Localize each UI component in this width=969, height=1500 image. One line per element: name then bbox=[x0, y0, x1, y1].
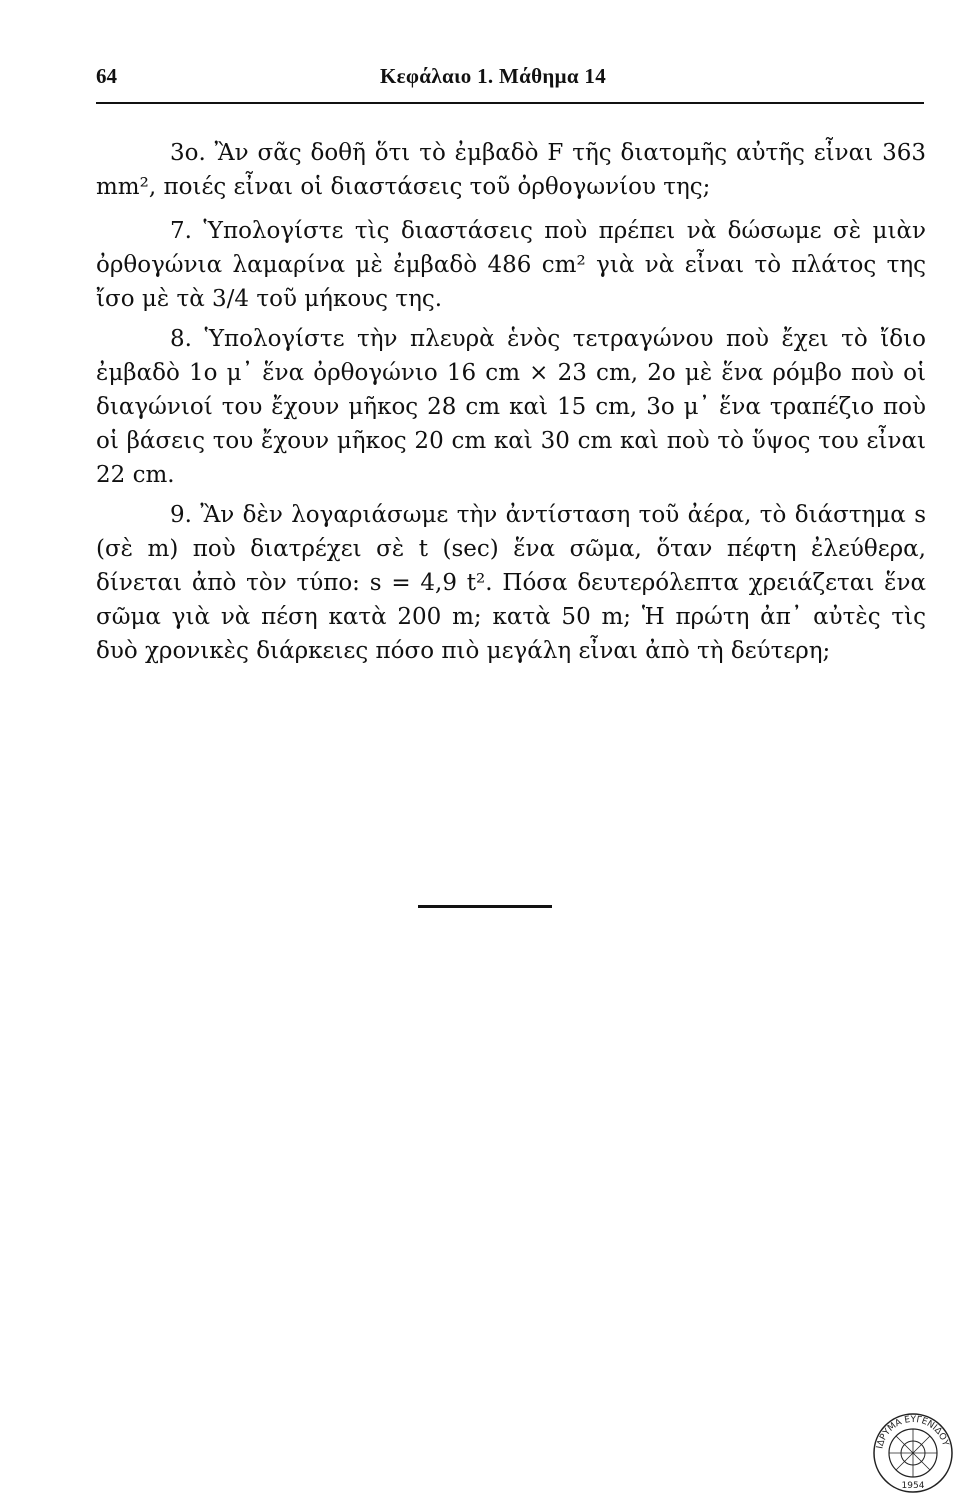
seal-year: 1954 bbox=[901, 1481, 925, 1491]
page-body bbox=[96, 136, 926, 668]
foundation-seal-icon bbox=[872, 1412, 954, 1494]
header-rule bbox=[96, 102, 924, 104]
seal-text: ΙΔΡΥΜΑ ΕΥΓΕΝΙΔΟΥ bbox=[875, 1414, 951, 1450]
page-number: 64 bbox=[96, 64, 117, 88]
exercise-9: 9. Ἂν δὲν λογαριάσωμε τὴν ἀντίσταση τοῦ ἀέρα, τὸ διάστημα s (σὲ m) ποὺ διατρέχει σὲ t (sec) ἕνα σῶμα, ὅταν πέφτη ἐλεύθερα, δίνεται ἀπὸ τὸν τύπο: s = 4,9 t². Πόσα δευτερόλεπτα χρειάζεται ἕνα σῶμα γιὰ νὰ πέση κατὰ 200 m; κατὰ 50 m; Ἡ πρώτη ἀπ᾿ αὐτὲς τὶς δυὸ χρονικὲς διάρκειες πόσο πιὸ μεγάλη εἶναι ἀπὸ τὴ δεύτερη; bbox=[96, 502, 926, 664]
end-rule bbox=[418, 905, 552, 908]
exercise-7: 7. Ὑπολογίστε τὶς διαστάσεις ποὺ πρέπει νὰ δώσωμε σὲ μιὰν ὀρθογώνια λαμαρίνα μὲ ἐμβαδὸ 486 cm² γιὰ νὰ εἶναι τὸ πλάτος της ἴσο μὲ τὰ 3/4 τοῦ μήκους της. bbox=[96, 218, 926, 312]
running-head: Κεφάλαιο 1. Μάθημα 14 bbox=[380, 64, 607, 88]
page-header bbox=[96, 64, 924, 104]
exercise-8: 8. Ὑπολογίστε τὴν πλευρὰ ἑνὸς τετραγώνου ποὺ ἔχει τὸ ἴδιο ἐμβαδὸ 1ο μ᾿ ἕνα ὀρθογώνιο 16 cm × 23 cm, 2ο μὲ ἕνα ρόμβο ποὺ οἱ διαγώνιοί του ἔχουν μῆκος 28 cm καὶ 15 cm, 3ο μ᾿ ἕνα τραπέζιο ποὺ οἱ βάσεις του ἔχουν μῆκος 20 cm καὶ 30 cm καὶ ποὺ τὸ ὕψος του εἶναι 22 cm. bbox=[96, 326, 926, 488]
exercise-3: 3ο. Ἂν σᾶς δοθῆ ὅτι τὸ ἐμβαδὸ F τῆς διατομῆς αὐτῆς εἶναι 363 mm², ποιές εἶναι οἱ διαστάσεις τοῦ ὀρθογωνίου της; bbox=[96, 140, 926, 200]
